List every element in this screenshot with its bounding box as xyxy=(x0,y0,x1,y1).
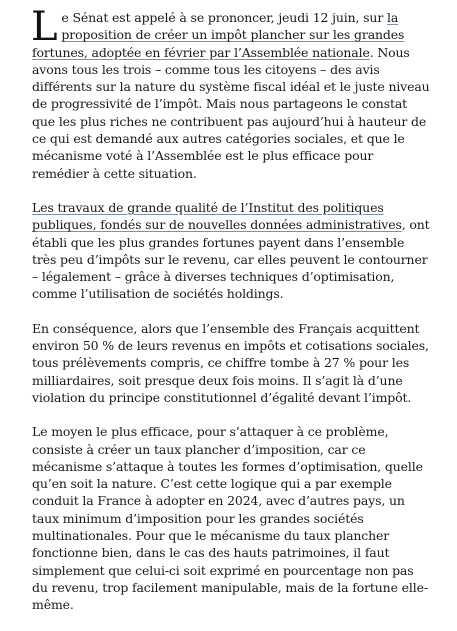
paragraph-1 xyxy=(31,4,430,182)
paragraph-1-rest: . Nous avons tous les trois – comme tous les citoyens – des avis différents sur la nature du système fiscal idéal et le juste niveau de progressivité de l’impôt. Mais nous partageons le constat que les plus riches ne contribuent pas aujourd’hui à hauteur de ce qui est demandé aux autres catégories sociales, et que le mécanisme voté à l’Assemblée est le plus efficace pour remédier à cette situation. xyxy=(32,44,430,181)
link-institut-politiques-publiques[interactable]: Les travaux de grande qualité de l’Institut des politiques publiques, fondés sur de nouvelles données administratives xyxy=(32,199,402,233)
article-body xyxy=(31,4,430,631)
paragraph-2 xyxy=(32,199,430,303)
drop-cap: L xyxy=(31,4,58,50)
paragraph-1-lead: e Sénat est appelé à se prononcer, jeudi 12 juin, sur xyxy=(61,10,387,25)
paragraph-3: En conséquence, alors que l’ensemble des Français acquittent environ 50 % de leurs revenus en impôts et cotisations sociales, tous prélèvements compris, ce chiffre tombe à 27 % pour les milliardaires, soit presque deux fois moins. Il s’agit là d’une violation du principe constitutionnel d’égalité devant l’impôt. xyxy=(32,320,429,405)
link-proposition-impot-plancher[interactable]: la proposition de créer un impôt plancher sur les grandes fortunes, adoptée en février par l’Assemblée nationale xyxy=(32,10,405,60)
paragraph-4: Le moyen le plus efficace, pour s’attaquer à ce problème, consiste à créer un taux plancher d’imposition, car ce mécanisme s’attaque à toutes les formes d’optimisation, quelle qu’en soit la nature. C’est cette logique qui a par exemple conduit la France à adopter en 2024, avec d’autres pays, un taux minimum d’imposition pour les grandes sociétés multinationales. Pour que le mécanisme du taux plancher fonctionne bien, dans le cas des hauts patrimoines, il faut simplement que celui-ci soit exprimé en pourcentage non pas du revenu, trop facilement manipulable, mais de la fortune elle-même. xyxy=(32,424,428,613)
paragraph-2-rest: , ont établi que les plus grandes fortunes payent dans l’ensemble très peu d’impôts sur le revenu, car elles peuvent le contourner – légalement – grâce à diverses techniques d’optimisation, comme l’utilisation de sociétés holdings. xyxy=(32,217,430,302)
